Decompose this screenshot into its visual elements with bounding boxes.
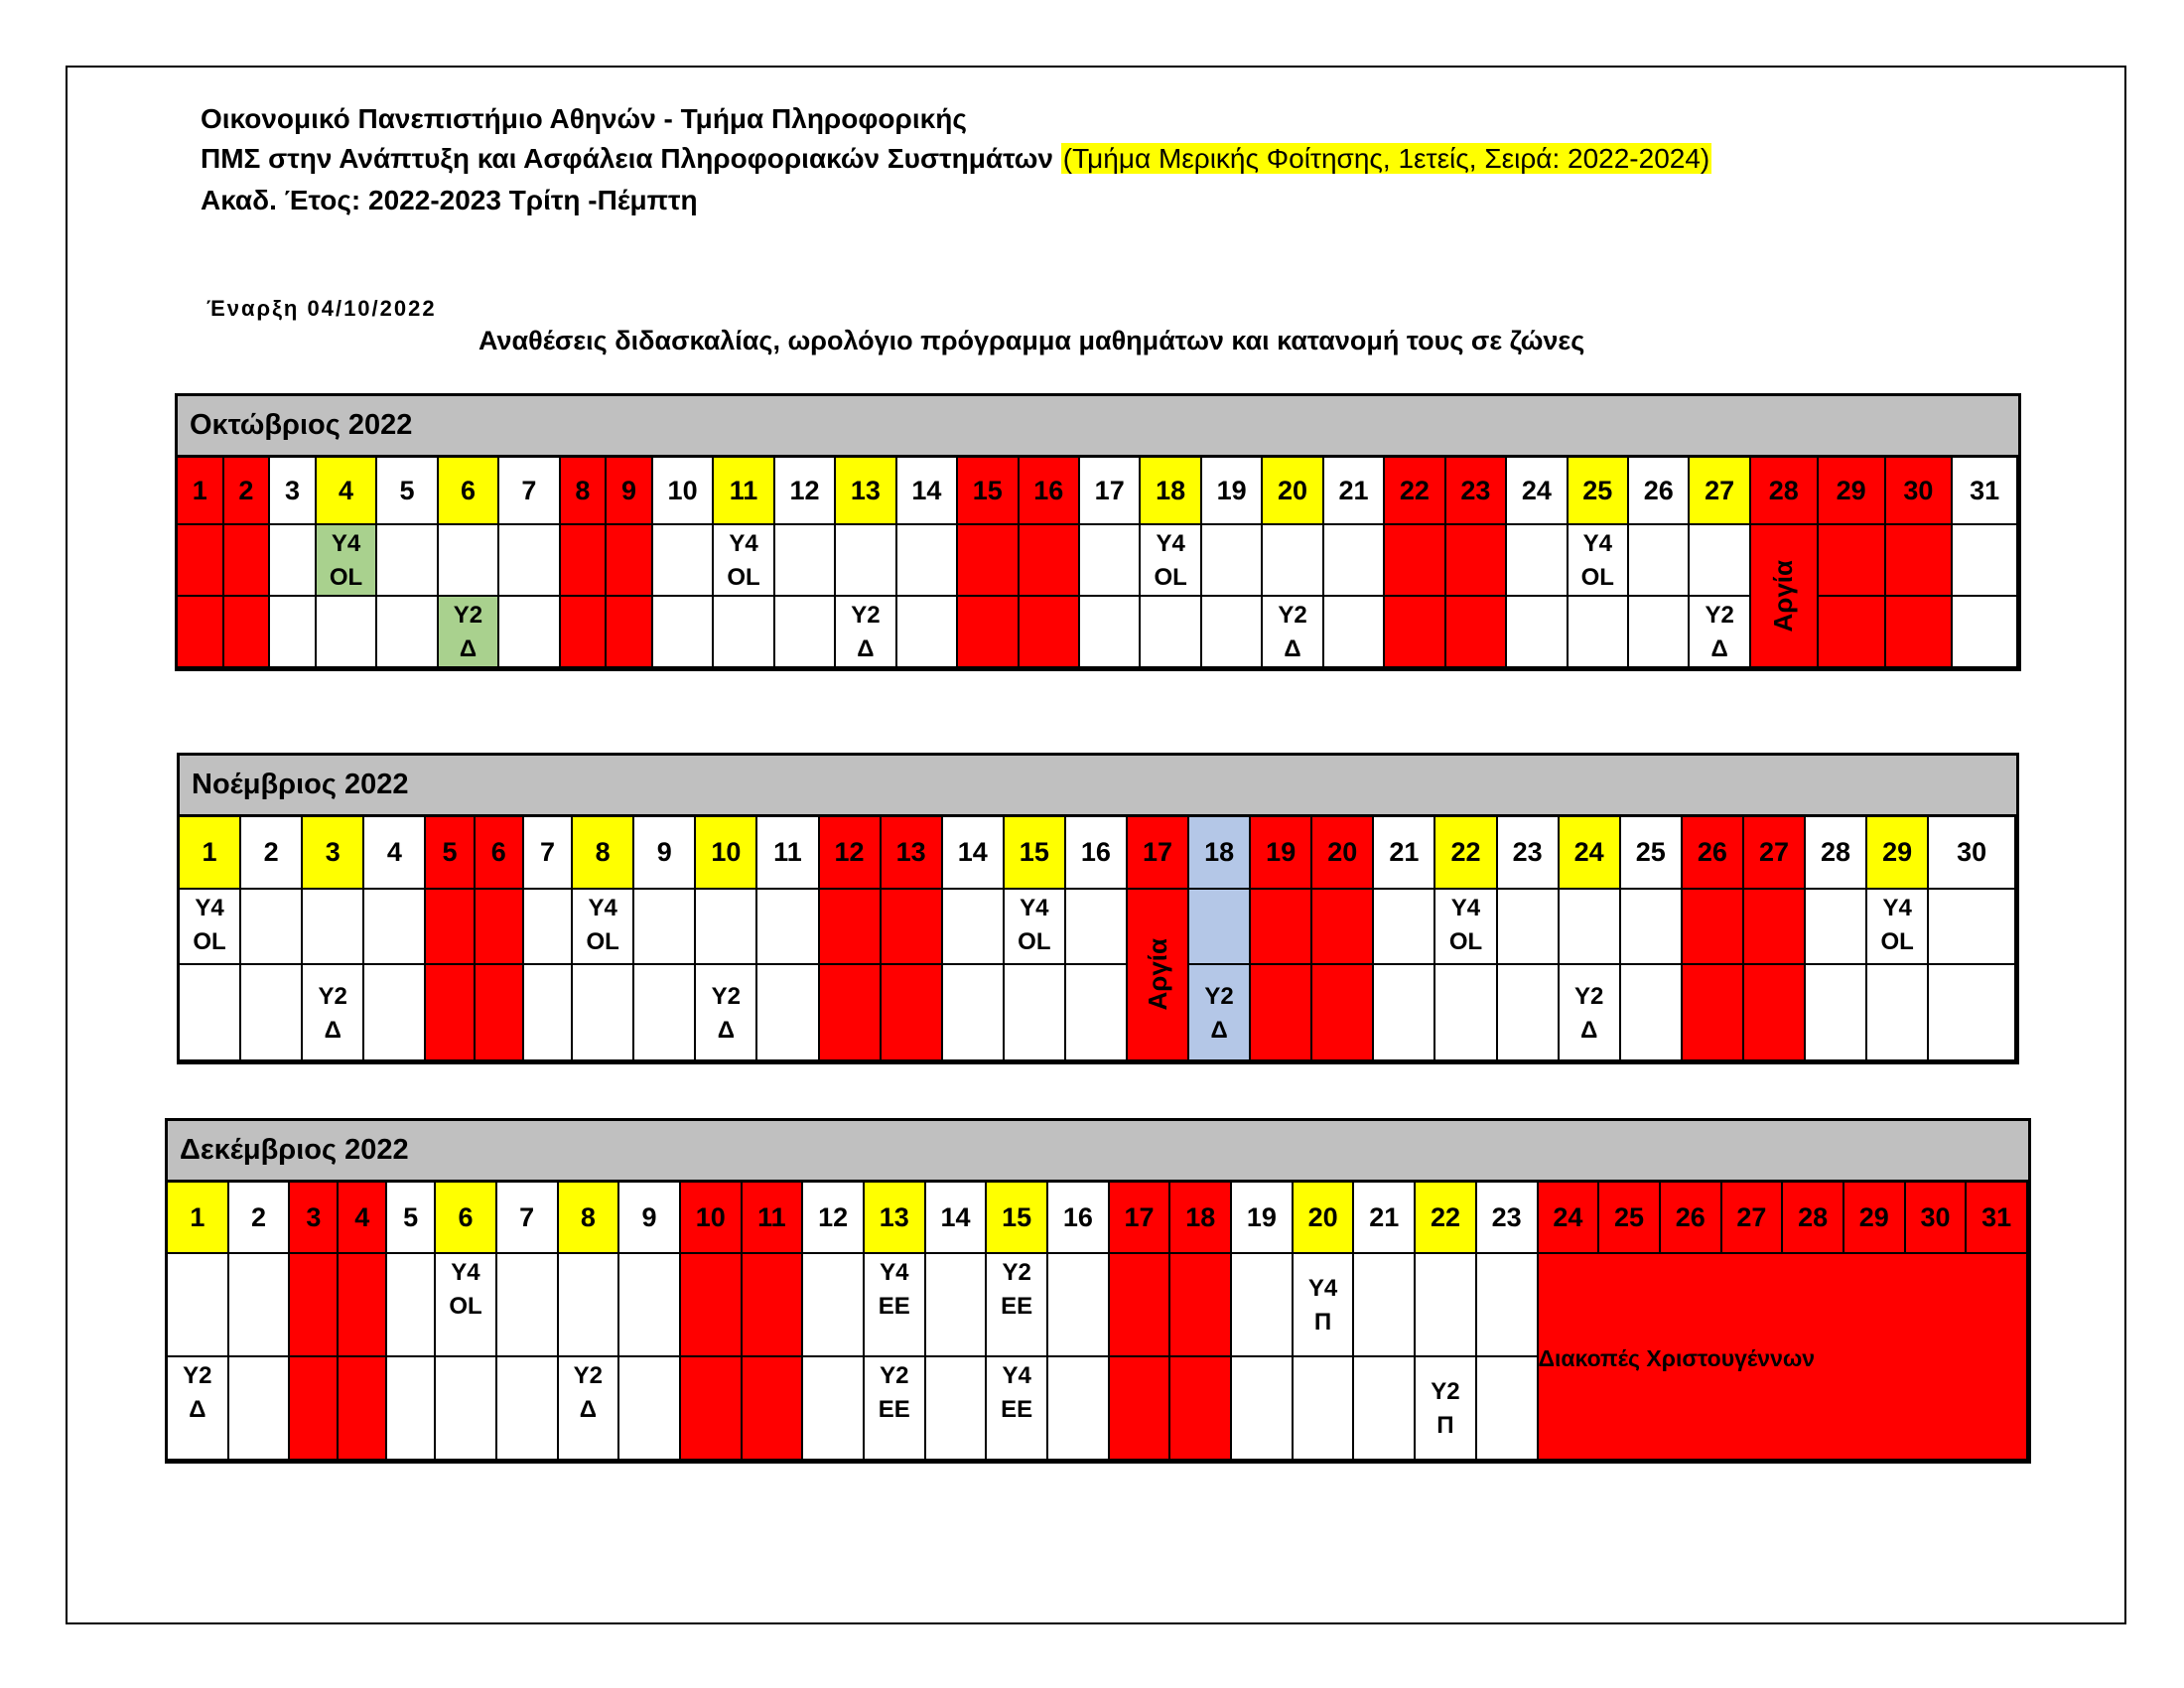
schedule-cell: [926, 1254, 988, 1357]
schedule-cell: [1886, 597, 1954, 668]
schedule-cell: [499, 525, 560, 597]
month-title: Νοέμβριος 2022: [180, 756, 2016, 817]
schedule-cell: [1141, 597, 1201, 668]
schedule-cell: Y4 OL: [1867, 890, 1929, 966]
schedule-cell: [224, 597, 271, 668]
day-header: 10: [681, 1183, 743, 1254]
day-header: 1: [178, 458, 224, 525]
schedule-cell: Y4 EE: [987, 1357, 1048, 1461]
day-header: 4: [339, 1183, 387, 1254]
schedule-cell: [1048, 1357, 1110, 1461]
day-header: 29: [1867, 817, 1929, 890]
day-header: 28: [1806, 817, 1867, 890]
day-header: 9: [607, 458, 653, 525]
schedule-cell: Y4 EE: [865, 1254, 926, 1357]
day-header: 9: [619, 1183, 681, 1254]
day-header: 24: [1560, 817, 1621, 890]
schedule-cell: Y4 OL: [714, 525, 774, 597]
schedule-cell: [743, 1254, 804, 1357]
schedule-cell: [1080, 525, 1141, 597]
schedule-cell: [1560, 890, 1621, 966]
day-header: 22: [1416, 1183, 1477, 1254]
schedule-cell: [270, 597, 317, 668]
schedule-cell: [1683, 890, 1744, 966]
schedule-cell: [897, 597, 958, 668]
schedule-cell: Y4 OL: [436, 1254, 497, 1357]
schedule-cell: [1507, 525, 1568, 597]
schedule-cell: [377, 597, 438, 668]
schedule-cell: Y4 OL: [1141, 525, 1201, 597]
schedule-cell: [1621, 890, 1683, 966]
schedule-cell: [573, 965, 634, 1061]
schedule-cell: [476, 890, 524, 966]
month-grid: [168, 1183, 2028, 1461]
day-header: 29: [1844, 1183, 1906, 1254]
schedule-cell: [364, 965, 426, 1061]
month-november: [177, 753, 2019, 1064]
day-header: 7: [524, 817, 573, 890]
day-header: 22: [1435, 817, 1497, 890]
schedule-cell: [607, 597, 653, 668]
day-header: 11: [714, 458, 774, 525]
schedule-cell: [775, 597, 836, 668]
day-header: 6: [436, 1183, 497, 1254]
schedule-cell: Y4 OL: [317, 525, 377, 597]
month-title: Δεκέμβριος 2022: [168, 1121, 2028, 1183]
schedule-cell: [1251, 965, 1312, 1061]
schedule-cell: [1929, 965, 2016, 1061]
day-header: 22: [1385, 458, 1445, 525]
day-header: 1: [180, 817, 241, 890]
schedule-cell: Y4 OL: [1005, 890, 1066, 966]
schedule-cell: [1867, 965, 1929, 1061]
schedule-cell: [497, 1254, 559, 1357]
schedule-cell: [1189, 890, 1251, 966]
day-header: 26: [1661, 1183, 1722, 1254]
schedule-cell: [757, 965, 819, 1061]
day-header: 12: [775, 458, 836, 525]
schedule-cell: [634, 965, 696, 1061]
day-header: 13: [836, 458, 896, 525]
schedule-cell: [377, 525, 438, 597]
day-header: 13: [865, 1183, 926, 1254]
christmas-holiday-block: Διακοπές Χριστουγέννων: [1539, 1254, 2029, 1461]
day-header: 9: [634, 817, 696, 890]
schedule-cell: [1498, 965, 1560, 1061]
schedule-cell: [1066, 965, 1128, 1061]
holiday-label: Αργία: [1768, 559, 1799, 633]
holiday-label: Αργία: [1142, 938, 1172, 1011]
schedule-cell: Y2 Δ: [559, 1357, 620, 1461]
day-header: 23: [1446, 458, 1507, 525]
schedule-cell: [1569, 597, 1629, 668]
day-header: 5: [387, 1183, 436, 1254]
schedule-cell: [1629, 525, 1690, 597]
schedule-cell: [1385, 525, 1445, 597]
schedule-cell: [270, 525, 317, 597]
schedule-cell: [1110, 1254, 1171, 1357]
schedule-cell: [290, 1254, 339, 1357]
day-header: 31: [1953, 458, 2018, 525]
day-header: 28: [1751, 458, 1819, 525]
program-section-highlight: (Τμήμα Μερικής Φοίτησης, 1ετείς, Σειρά: 2022-2024): [1062, 143, 1710, 174]
schedule-cell: [1819, 597, 1886, 668]
day-header: 5: [426, 817, 475, 890]
schedule-cell: [559, 1254, 620, 1357]
schedule-cell: [290, 1357, 339, 1461]
schedule-cell: [1354, 1357, 1416, 1461]
day-header: 15: [987, 1183, 1048, 1254]
day-header: 26: [1629, 458, 1690, 525]
schedule-cell: [1170, 1254, 1232, 1357]
day-header: 5: [377, 458, 438, 525]
schedule-cell: [820, 965, 882, 1061]
schedule-cell: [820, 890, 882, 966]
schedule-cell: [757, 890, 819, 966]
schedule-cell: [1507, 597, 1568, 668]
day-header: 8: [573, 817, 634, 890]
schedule-cell: [1374, 965, 1435, 1061]
schedule-cell: Y2 EE: [987, 1254, 1048, 1357]
schedule-cell: [1819, 525, 1886, 597]
day-header: 16: [1048, 1183, 1110, 1254]
university-title: Οικονομικό Πανεπιστήμιο Αθηνών - Τμήμα Πληροφορικής: [201, 103, 967, 134]
day-header: 28: [1783, 1183, 1844, 1254]
schedule-cell: [436, 1357, 497, 1461]
schedule-cell: [619, 1357, 681, 1461]
schedule-cell: [1202, 597, 1263, 668]
schedule-cell: [178, 597, 224, 668]
schedule-cell: [339, 1357, 387, 1461]
schedule-cell: [1690, 525, 1750, 597]
day-header: 17: [1128, 817, 1189, 890]
schedule-cell: [1312, 965, 1374, 1061]
schedule-cell: [1048, 1254, 1110, 1357]
schedule-cell: [1263, 525, 1323, 597]
schedule-cell: Y2 Δ: [1690, 597, 1750, 668]
month-title: Οκτώβριος 2022: [178, 396, 2018, 458]
schedule-cell: [803, 1357, 865, 1461]
schedule-cell: Y2 Δ: [696, 965, 757, 1061]
day-header: 24: [1539, 1183, 1600, 1254]
schedule-cell: [1170, 1357, 1232, 1461]
schedule-cell: [1806, 890, 1867, 966]
day-header: 14: [897, 458, 958, 525]
day-header: 7: [497, 1183, 559, 1254]
day-header: 3: [290, 1183, 339, 1254]
schedule-cell: [387, 1254, 436, 1357]
schedule-cell: [1110, 1357, 1171, 1461]
day-header: 12: [820, 817, 882, 890]
schedule-cell: [1324, 525, 1385, 597]
schedule-cell: [364, 890, 426, 966]
schedule-cell: [836, 525, 896, 597]
schedule-cell: [1232, 1357, 1294, 1461]
schedule-cell: [229, 1254, 291, 1357]
schedule-cell: [1020, 525, 1080, 597]
schedule-cell: [1312, 890, 1374, 966]
day-header: 3: [270, 458, 317, 525]
schedule-cell: [681, 1254, 743, 1357]
day-header: 14: [943, 817, 1005, 890]
program-title: [201, 139, 1711, 179]
day-header: 25: [1621, 817, 1683, 890]
schedule-cell: [524, 890, 573, 966]
day-header: 18: [1189, 817, 1251, 890]
schedule-cell: Y4 OL: [1435, 890, 1497, 966]
day-header: 15: [958, 458, 1019, 525]
day-header: 21: [1354, 1183, 1416, 1254]
day-header: 21: [1324, 458, 1385, 525]
schedule-cell: [775, 525, 836, 597]
schedule-cell: Y2 Δ: [1263, 597, 1323, 668]
schedule-cell: [303, 890, 364, 966]
schedule-cell: [1435, 965, 1497, 1061]
schedule-cell: [178, 525, 224, 597]
schedule-cell: [882, 965, 943, 1061]
start-date: Έναρξη 04/10/2022: [206, 296, 437, 321]
day-header: 2: [241, 817, 303, 890]
schedule-cell: [653, 525, 714, 597]
schedule-cell: [926, 1357, 988, 1461]
schedule-cell: Y2 Δ: [303, 965, 364, 1061]
schedule-cell: [1953, 525, 2018, 597]
schedule-cell: [1477, 1357, 1539, 1461]
day-header: 17: [1080, 458, 1141, 525]
schedule-cell: [524, 965, 573, 1061]
schedule-cell: [803, 1254, 865, 1357]
day-header: 26: [1683, 817, 1744, 890]
schedule-cell: [1446, 525, 1507, 597]
day-header: 4: [364, 817, 426, 890]
schedule-cell: [1806, 965, 1867, 1061]
schedule-cell: Y2 Π: [1416, 1357, 1477, 1461]
day-header: 8: [559, 1183, 620, 1254]
day-header: 6: [439, 458, 499, 525]
schedule-cell: [714, 597, 774, 668]
day-header: 19: [1232, 1183, 1294, 1254]
schedule-cell: [339, 1254, 387, 1357]
day-header: 4: [317, 458, 377, 525]
schedule-cell: [439, 525, 499, 597]
schedule-cell: [1066, 890, 1128, 966]
day-header: 14: [926, 1183, 988, 1254]
day-header: 24: [1507, 458, 1568, 525]
day-header: 19: [1202, 458, 1263, 525]
schedule-cell: Y4 OL: [573, 890, 634, 966]
day-header: 30: [1886, 458, 1954, 525]
academic-year: Ακαδ. Έτος: 2022-2023 Τρίτη -Πέμπτη: [201, 185, 698, 215]
schedule-cell: Y2 Δ: [439, 597, 499, 668]
schedule-cell: [180, 965, 241, 1061]
schedule-cell: [499, 597, 560, 668]
month-grid: [180, 817, 2016, 1061]
schedule-cell: [168, 1254, 229, 1357]
day-header: 30: [1929, 817, 2016, 890]
day-header: 11: [743, 1183, 804, 1254]
schedule-cell: Y2 Δ: [168, 1357, 229, 1461]
day-header: 3: [303, 817, 364, 890]
schedule-cell: [943, 965, 1005, 1061]
schedule-cell: [1416, 1254, 1477, 1357]
schedule-cell: Y2 Δ: [836, 597, 896, 668]
schedule-cell: [607, 525, 653, 597]
schedule-cell: [1446, 597, 1507, 668]
day-header: 19: [1251, 817, 1312, 890]
schedule-cell: [387, 1357, 436, 1461]
schedule-cell: [1621, 965, 1683, 1061]
month-october: [175, 393, 2021, 671]
schedule-cell: [241, 890, 303, 966]
day-header: 2: [224, 458, 271, 525]
schedule-cell: [426, 965, 475, 1061]
schedule-cell: [1080, 597, 1141, 668]
schedule-cell: [1374, 890, 1435, 966]
schedule-cell: [1232, 1254, 1294, 1357]
holiday-cell: [1128, 890, 1189, 1061]
day-header: 27: [1690, 458, 1750, 525]
day-header: 2: [229, 1183, 291, 1254]
schedule-cell: Y2 EE: [865, 1357, 926, 1461]
day-header: 30: [1906, 1183, 1968, 1254]
day-header: 20: [1294, 1183, 1355, 1254]
schedule-cell: Y2 Δ: [1560, 965, 1621, 1061]
day-header: 25: [1599, 1183, 1661, 1254]
schedule-cell: [1953, 597, 2018, 668]
day-header: 27: [1744, 817, 1806, 890]
schedule-cell: [634, 890, 696, 966]
schedule-cell: [1202, 525, 1263, 597]
schedule-cell: Y4 OL: [1569, 525, 1629, 597]
schedule-cell: [426, 890, 475, 966]
schedule-cell: Y4 OL: [180, 890, 241, 966]
schedule-cell: [1744, 890, 1806, 966]
schedule-cell: [743, 1357, 804, 1461]
schedule-cell: Y2 Δ: [1189, 965, 1251, 1061]
schedule-cell: [1929, 890, 2016, 966]
schedule-cell: [958, 525, 1019, 597]
day-header: 1: [168, 1183, 229, 1254]
day-header: 31: [1967, 1183, 2028, 1254]
schedule-cell: [497, 1357, 559, 1461]
day-header: 27: [1722, 1183, 1784, 1254]
schedule-cell: [561, 525, 608, 597]
schedule-cell: [561, 597, 608, 668]
schedule-cell: [943, 890, 1005, 966]
schedule-cell: [1385, 597, 1445, 668]
schedule-cell: [1629, 597, 1690, 668]
day-header: 29: [1819, 458, 1886, 525]
schedule-cell: [1886, 525, 1954, 597]
month-december: [165, 1118, 2031, 1464]
holiday-cell: [1751, 525, 1819, 668]
schedule-cell: [1020, 597, 1080, 668]
day-header: 21: [1374, 817, 1435, 890]
day-header: 18: [1170, 1183, 1232, 1254]
schedule-cell: [696, 890, 757, 966]
schedule-cell: [1354, 1254, 1416, 1357]
schedule-cell: [681, 1357, 743, 1461]
day-header: 16: [1020, 458, 1080, 525]
day-header: 16: [1066, 817, 1128, 890]
schedule-cell: [1005, 965, 1066, 1061]
day-header: 11: [757, 817, 819, 890]
schedule-cell: [229, 1357, 291, 1461]
day-header: 23: [1498, 817, 1560, 890]
day-header: 10: [696, 817, 757, 890]
schedule-cell: [619, 1254, 681, 1357]
day-header: 6: [476, 817, 524, 890]
day-header: 18: [1141, 458, 1201, 525]
day-header: 17: [1110, 1183, 1171, 1254]
day-header: 20: [1312, 817, 1374, 890]
month-grid: [178, 458, 2018, 668]
schedule-cell: [1744, 965, 1806, 1061]
schedule-cell: [224, 525, 271, 597]
schedule-cell: [958, 597, 1019, 668]
schedule-cell: [897, 525, 958, 597]
schedule-cell: [1251, 890, 1312, 966]
day-header: 7: [499, 458, 560, 525]
schedule-cell: [1683, 965, 1744, 1061]
schedule-cell: [1498, 890, 1560, 966]
day-header: 15: [1005, 817, 1066, 890]
day-header: 25: [1569, 458, 1629, 525]
schedule-cell: [241, 965, 303, 1061]
schedule-cell: [653, 597, 714, 668]
program-name: ΠΜΣ στην Ανάπτυξη και Ασφάλεια Πληροφοριακών Συστημάτων: [201, 143, 1061, 174]
day-header: 23: [1477, 1183, 1539, 1254]
schedule-cell: [1324, 597, 1385, 668]
schedule-cell: [1477, 1254, 1539, 1357]
day-header: 13: [882, 817, 943, 890]
day-header: 10: [653, 458, 714, 525]
schedule-cell: [317, 597, 377, 668]
day-header: 20: [1263, 458, 1323, 525]
schedule-cell: [1294, 1357, 1355, 1461]
day-header: 12: [803, 1183, 865, 1254]
schedule-cell: [476, 965, 524, 1061]
schedule-cell: [882, 890, 943, 966]
schedule-subtitle: Αναθέσεις διδασκαλίας, ωρολόγιο πρόγραμμα μαθημάτων και κατανομή τους σε ζώνες: [478, 326, 1585, 355]
schedule-cell: Y4 Π: [1294, 1254, 1355, 1357]
day-header: 8: [561, 458, 608, 525]
